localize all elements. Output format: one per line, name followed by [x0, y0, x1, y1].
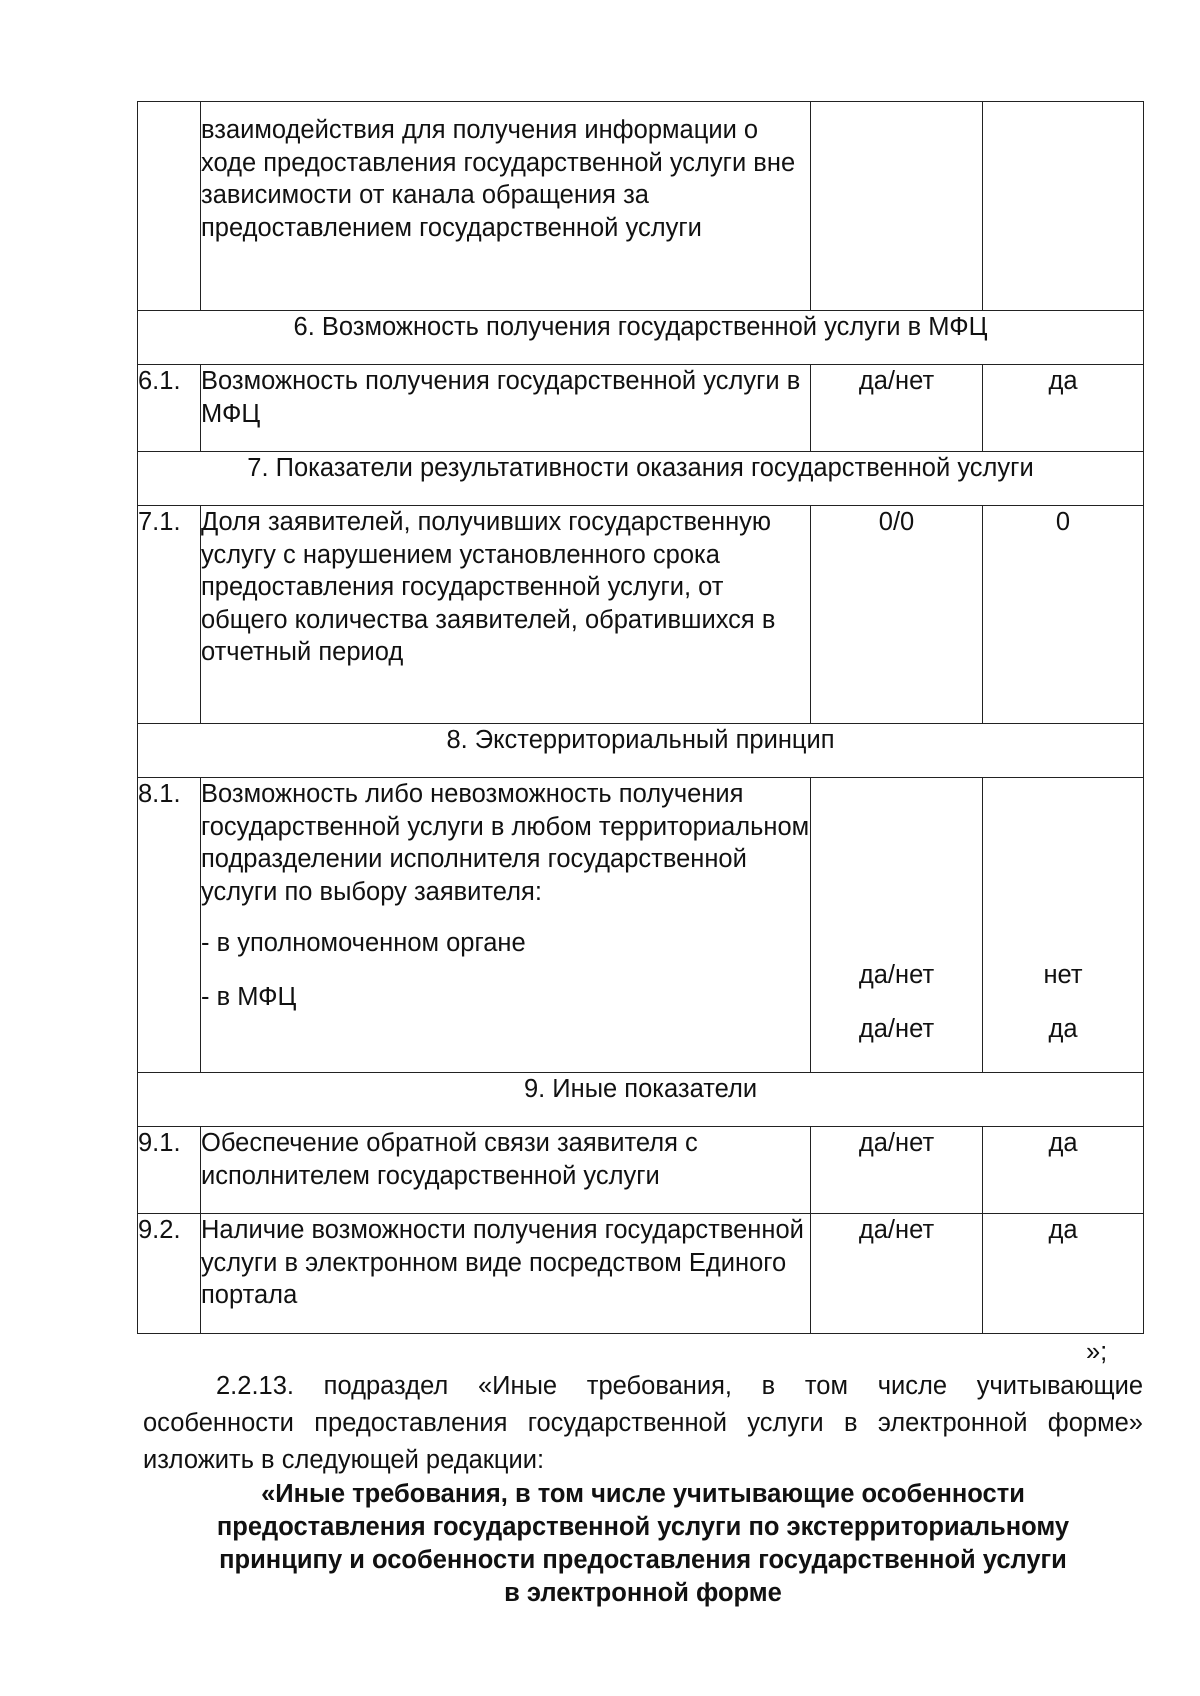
heading-line: предоставления государственной услуги по экстерриториальному [216, 1513, 1070, 1541]
row-unit [811, 102, 983, 311]
section-title: 9. Иные показатели [138, 1073, 1144, 1127]
table-row-continuation [138, 102, 1144, 311]
subitem-value: нет [1043, 961, 1083, 989]
row-value-group [983, 778, 1144, 1073]
row-unit: да/нет [811, 1214, 983, 1334]
table-row-8-1 [138, 778, 1144, 1073]
row-description: Возможность либо невозможность получения государственной услуги в любом территориальном подразделении исполнителя государственной услуги по выбору заявителя: [201, 780, 810, 906]
row-description: Доля заявителей, получивших государственную услугу с нарушением установленного срока предоставления государственной услуги, от общего количества заявителей, обратившихся в отчетный период [201, 506, 811, 724]
table-row-9-2 [138, 1214, 1144, 1334]
table-row-7-1 [138, 506, 1144, 724]
row-unit: да/нет [811, 1127, 983, 1214]
section-header-9 [138, 1073, 1144, 1127]
row-description: взаимодействия для получения информации о ходе предоставления государственной услуги вне зависимости от канала обращения за предоставлением государственной услуги [201, 102, 811, 311]
row-number: 7.1. [138, 506, 201, 724]
section-title: 7. Показатели результативности оказания государственной услуги [138, 452, 1144, 506]
row-number: 6.1. [138, 365, 201, 452]
row-number: 9.2. [138, 1214, 201, 1334]
table-row-6-1 [138, 365, 1144, 452]
row-value: да [983, 1127, 1144, 1214]
paragraph-body: особенности предоставления государственной услуги в электронной форме» изложить в следующей редакции: [143, 1409, 1143, 1474]
closing-quote-mark: »; [1086, 1338, 1108, 1366]
table-row-9-1 [138, 1127, 1144, 1214]
row-description: Наличие возможности получения государственной услуги в электронном виде посредством Единого портала [201, 1214, 811, 1334]
row-description: Обеспечение обратной связи заявителя с исполнителем государственной услуги [201, 1127, 811, 1214]
subitem-unit: да/нет [858, 1014, 935, 1043]
row-value: да [983, 365, 1144, 452]
subitem-value: да [1048, 1014, 1078, 1043]
section-header-7 [138, 452, 1144, 506]
heading-line: в электронной форме [504, 1579, 782, 1607]
row-value: 0 [983, 506, 1144, 724]
section-header-6 [138, 311, 1144, 365]
subitem-unit: да/нет [858, 961, 935, 989]
row-number: 9.1. [138, 1127, 201, 1214]
row-number: 8.1. [138, 778, 201, 1073]
row-description: Возможность получения государственной услуги в МФЦ [201, 365, 811, 452]
section-header-8 [138, 724, 1144, 778]
heading-line: принципу и особенности предоставления государственной услуги [219, 1546, 1067, 1574]
row-description-group [201, 778, 811, 1073]
row-number [138, 102, 201, 311]
row-unit: 0/0 [811, 506, 983, 724]
row-unit: да/нет [811, 365, 983, 452]
row-unit-group [811, 778, 983, 1073]
amendment-paragraph [143, 1368, 1143, 1479]
paragraph-first-line: 2.2.13. подраздел «Иные требования, в том числе учитывающие [216, 1372, 1143, 1400]
section-heading [143, 1478, 1143, 1610]
section-title: 8. Экстерриториальный принцип [138, 724, 1144, 778]
row-value: да [983, 1214, 1144, 1334]
section-title: 6. Возможность получения государственной услуги в МФЦ [138, 311, 1144, 365]
subitem-label: - в уполномоченном органе [201, 929, 526, 957]
row-value [983, 102, 1144, 311]
heading-line: «Иные требования, в том числе учитывающие особенности [261, 1480, 1025, 1508]
indicators-table [137, 101, 1144, 1334]
subitem-label: - в МФЦ [201, 982, 297, 1011]
